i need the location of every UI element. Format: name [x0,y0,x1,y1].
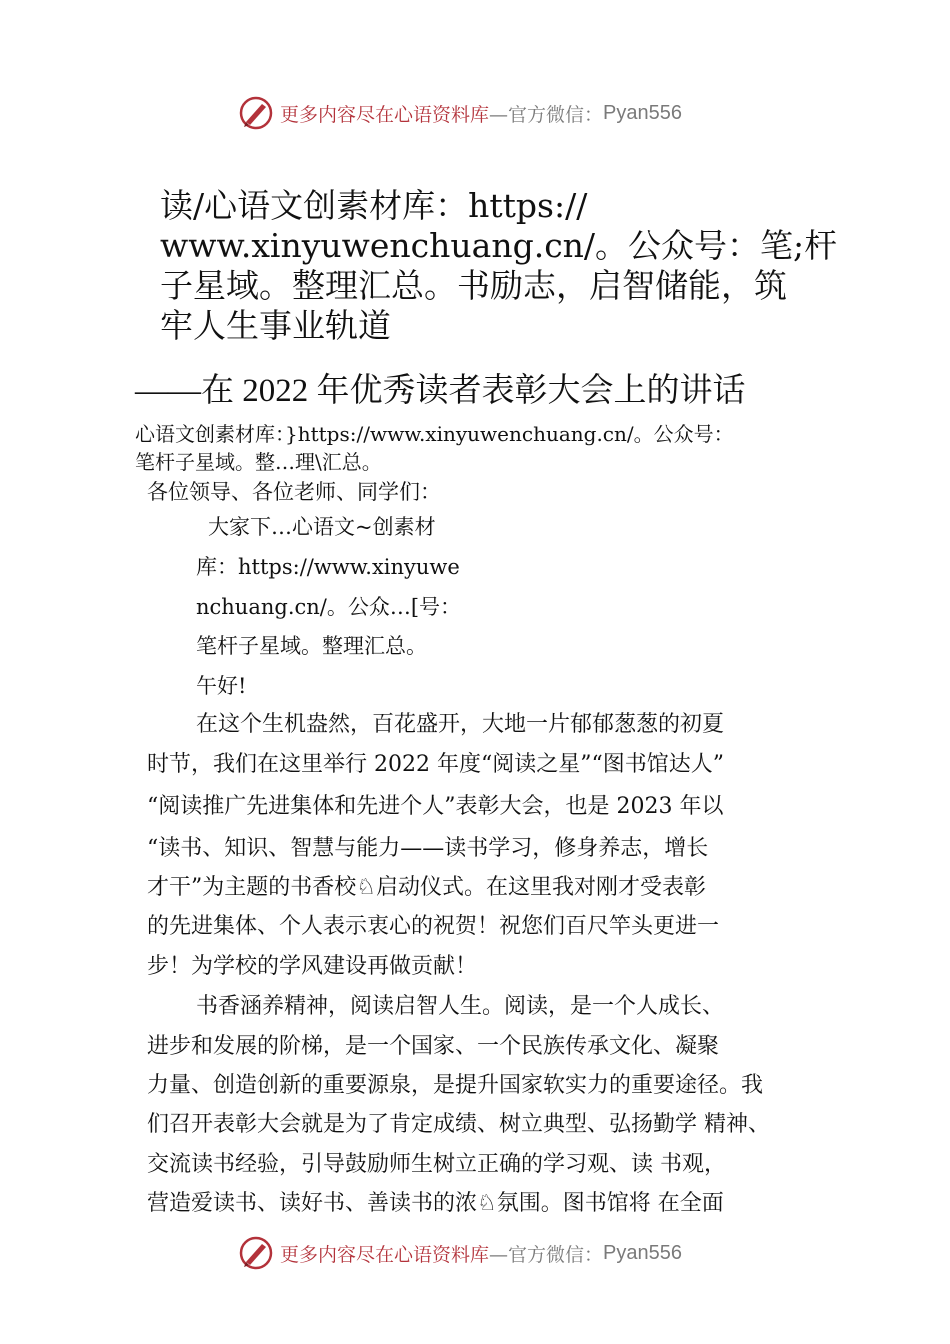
watermark-brand: 更多内容尽在心语资料库 [280,103,490,126]
watermark-brand: 更多内容尽在心语资料库 [280,1243,490,1266]
body-line: “阅读推广先进集体和先进个人”表彰大会，也是 2023 年以 [147,794,724,819]
body-line: 大家下…心语文~创素材 [208,515,436,539]
title-line: www.xinyuwenchuang.cn/。公众号：笔;杆 [160,226,838,265]
document-subtitle: ——在 2022 年优秀读者表彰大会上的讲话 [135,373,746,409]
body-line: nchuang.cn/。公众…[号： [196,595,462,619]
pen-logo-icon [238,1235,274,1271]
body-line: 进步和发展的阶梯，是一个国家、一个民族传承文化、凝聚 [147,1034,720,1059]
watermark-label: —官方微信： [489,103,604,126]
title-line: 子星域。整理汇总。书励志，启智储能，筑 [160,266,787,305]
body-line: 交流读书经验，引导鼓励师生树立正确的学习观、读 书观， [147,1152,726,1177]
body-line: 力量、创造创新的重要源泉，是提升国家软实力的重要途径。我 [147,1073,764,1098]
greeting: 各位领导、各位老师、同学们： [147,480,441,504]
title-line: 牢人生事业轨道 [160,306,391,345]
watermark-header [238,93,682,133]
source-line: 心语文创素材库：}https://www.xinyuwenchuang.cn/。公众号： [135,422,734,446]
source-line: 笔杆子星域。整…理\汇总。 [135,450,382,474]
body-line: 笔杆子星域。整理汇总。 [196,634,427,658]
body-line: 步！为学校的学风建设再做贡献！ [147,954,478,979]
source-note [135,420,734,476]
body-line: 的先进集体、个人表示衷心的祝贺！祝您们百尺竿头更进一 [147,914,720,939]
body-line: 们召开表彰大会就是为了肯定成绩、树立典型、弘扬勤学 精神、 [147,1112,770,1137]
watermark-footer [238,1233,682,1273]
title-line: 读/心语文创素材库：https:// [160,186,588,225]
body-line: 营造爱读书、读好书、善读书的浓♘氛围。图书馆将 在全面 [147,1191,724,1216]
watermark-label: —官方微信： [489,1243,604,1266]
body-line: 午好! [196,674,247,698]
body-line: 在这个生机盎然，百花盛开，大地一片郁郁葱葱的初夏 [196,712,725,737]
body-line: 时节，我们在这里举行 2022 年度“阅读之星”“图书馆达人” [147,752,724,777]
body-line: “读书、知识、智慧与能力——读书学习，修身养志，增长 [147,836,709,861]
watermark-wechat: Pyan556 [603,101,682,124]
body-line: 库：https://www.xinyuwe [196,555,460,579]
document-title [160,186,850,346]
body-line: 书香涵养精神，阅读启智人生。阅读，是一个人成长、 [196,994,725,1019]
body-line: 才干”为主题的书香校♘启动仪式。在这里我对刚才受表彰 [147,875,706,900]
pen-logo-icon [238,95,274,131]
watermark-wechat: Pyan556 [603,1241,682,1264]
